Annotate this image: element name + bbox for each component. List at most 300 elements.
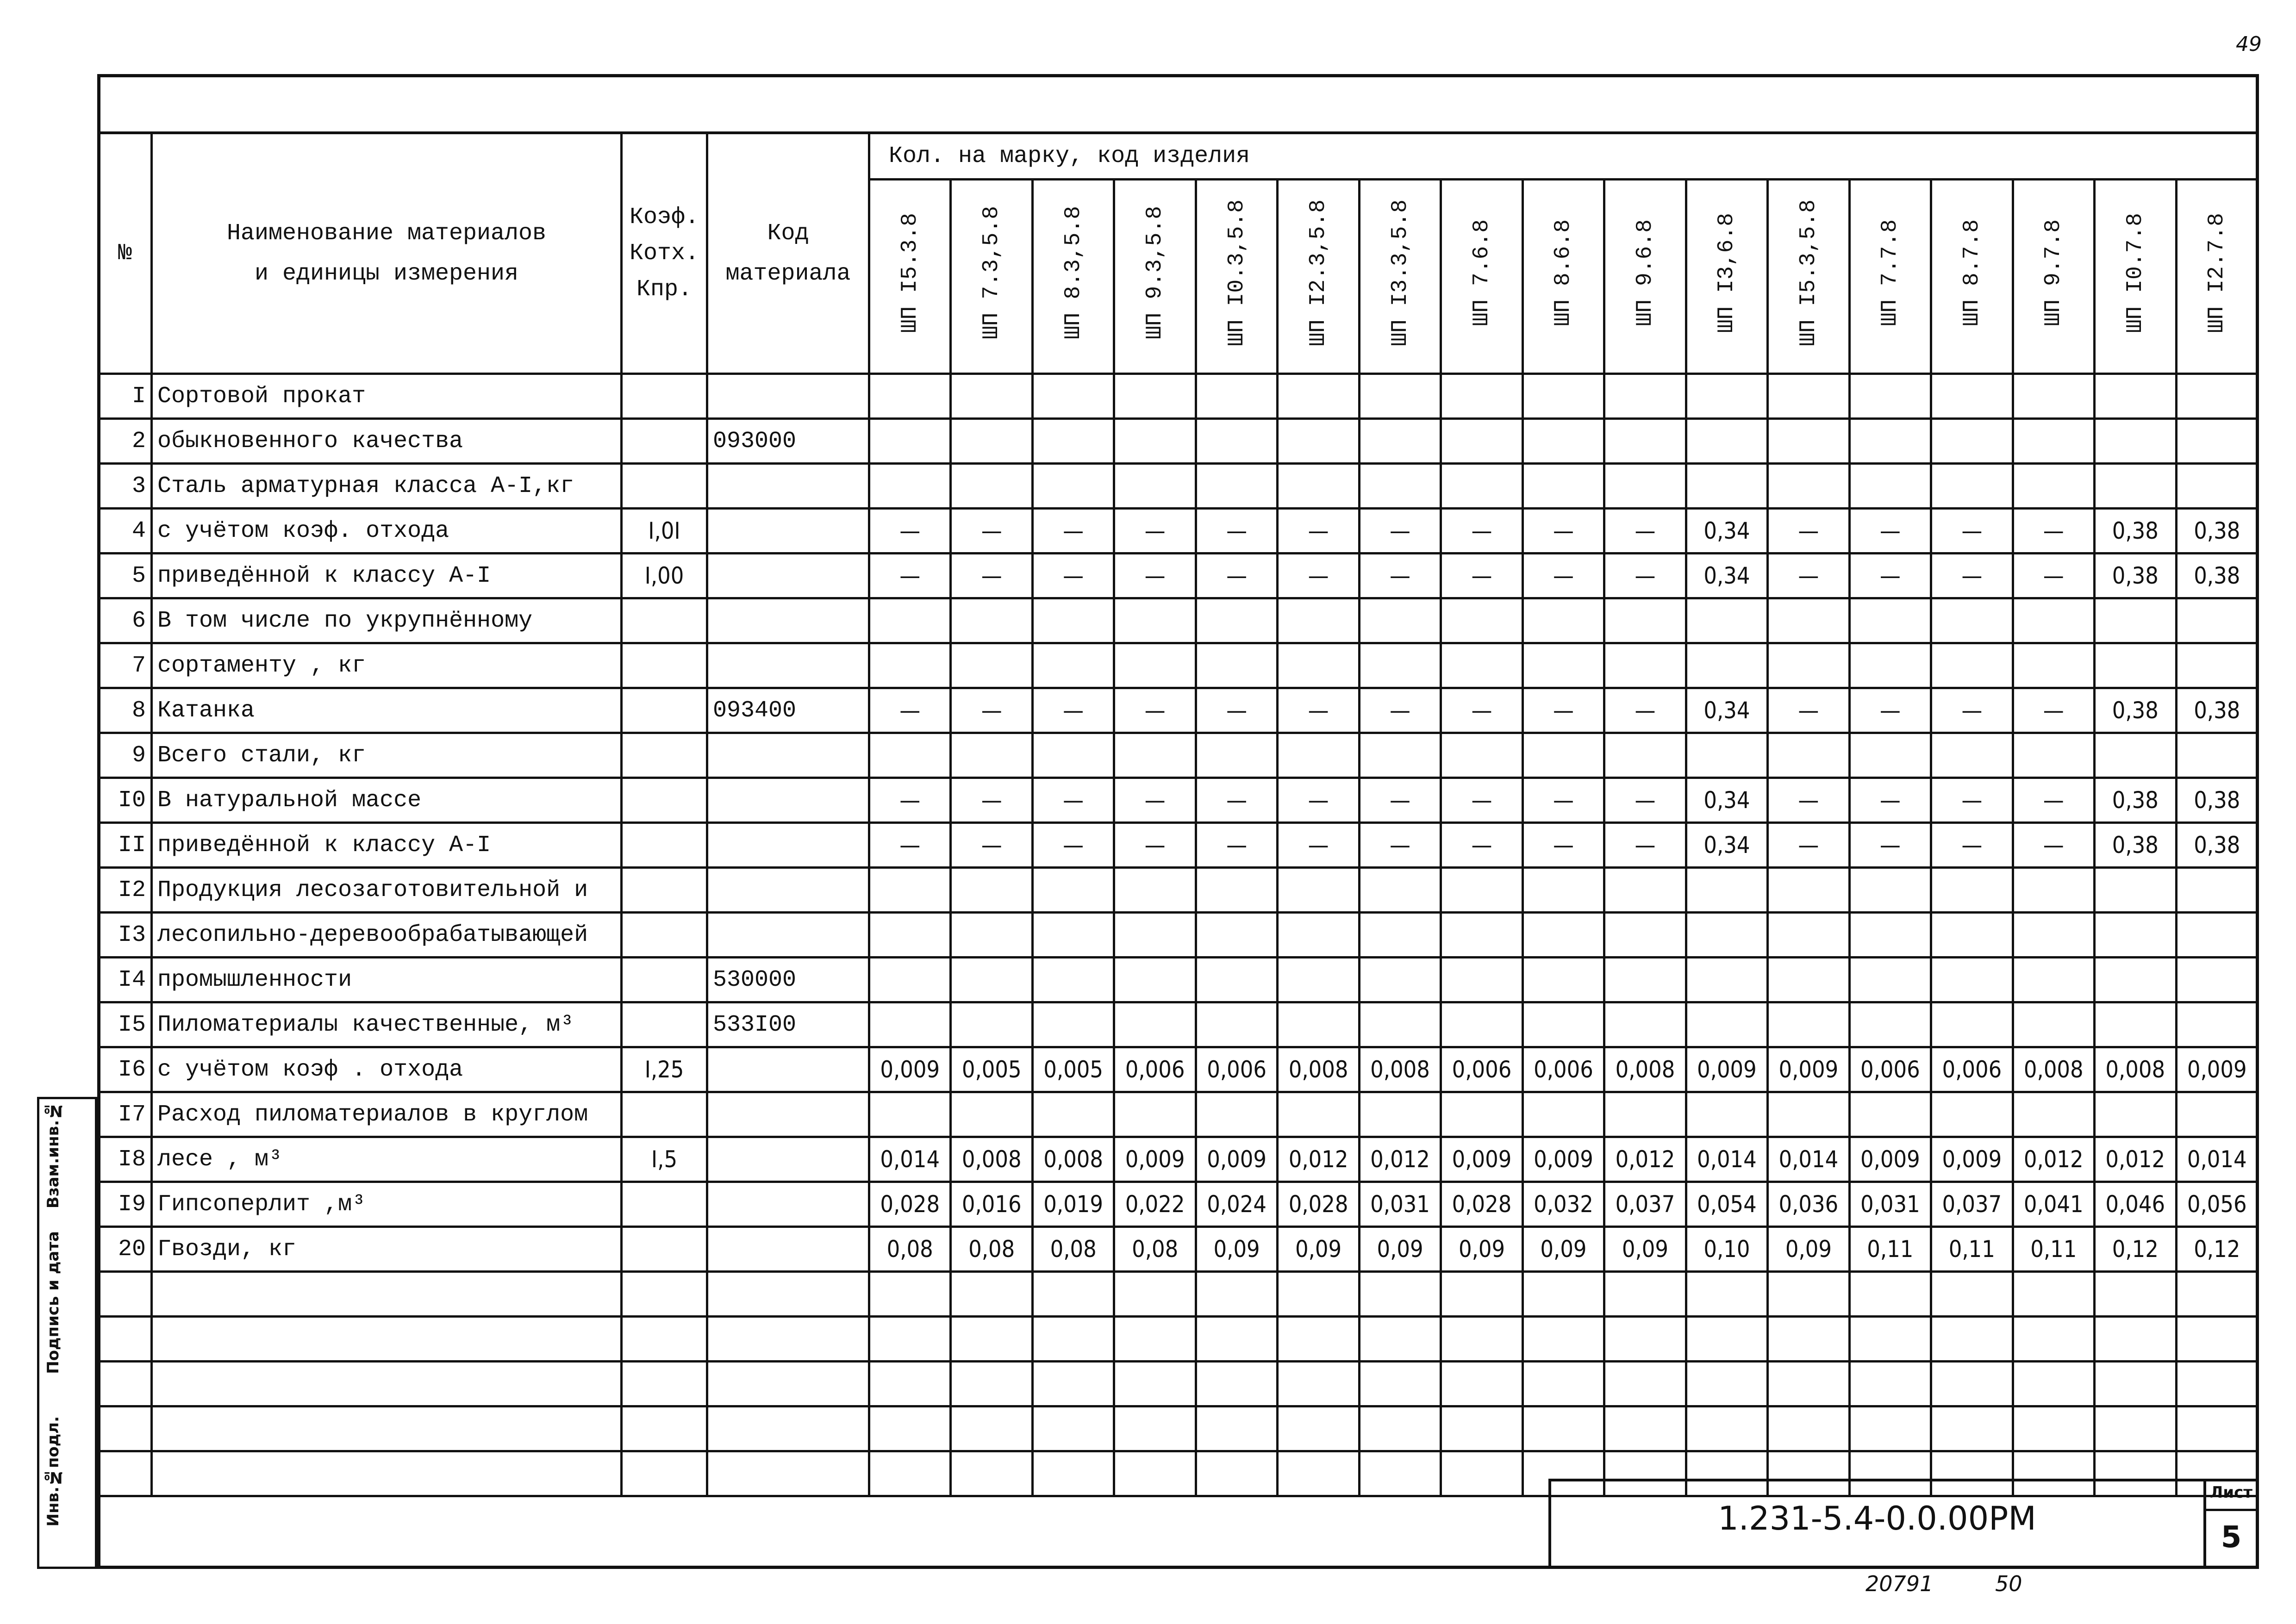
row-number: 3	[99, 464, 152, 509]
empty-cell	[1441, 1272, 1522, 1317]
empty-cell	[2176, 1272, 2258, 1317]
row-value	[1114, 643, 1196, 688]
row-value	[2176, 1092, 2258, 1137]
empty-cell	[99, 1362, 152, 1406]
row-value	[1931, 958, 2013, 1002]
row-value: 0,38	[2176, 554, 2258, 598]
side-signature-date: Подпись и дата	[44, 1231, 62, 1374]
row-value	[1441, 1092, 1522, 1137]
row-value	[1604, 1092, 1686, 1137]
sheet-label: Лист	[2210, 1483, 2252, 1502]
header-mark-14: ШП 8.7.8	[1931, 180, 2013, 374]
row-value	[1522, 1002, 1604, 1047]
header-mark-6: ШП I2.3,5.8	[1278, 180, 1359, 374]
row-value	[1114, 868, 1196, 913]
row-value: 0,008	[1278, 1047, 1359, 1092]
empty-cell	[1114, 1406, 1196, 1451]
row-value	[1032, 598, 1114, 643]
row-value	[2013, 1092, 2094, 1137]
sheet-divider	[2203, 1509, 2259, 1511]
row-value	[869, 374, 951, 419]
row-value	[1359, 419, 1441, 464]
row-value	[2095, 913, 2176, 958]
row-value: 0,009	[869, 1047, 951, 1092]
row-value: 0,014	[1768, 1137, 1849, 1182]
materials-table	[97, 132, 2259, 1497]
empty-cell	[2095, 1317, 2176, 1362]
row-coefficient	[622, 868, 707, 913]
row-material-name: Пиломатериалы качественные, м³	[152, 1002, 622, 1047]
row-value: 0,34	[1686, 688, 1767, 733]
row-value	[951, 1092, 1032, 1137]
row-value: —	[1114, 554, 1196, 598]
row-value: —	[1768, 778, 1849, 823]
row-value: —	[1768, 823, 1849, 868]
row-value: —	[951, 823, 1032, 868]
empty-cell	[1604, 1272, 1686, 1317]
row-coefficient	[622, 1227, 707, 1272]
header-mark-5: ШП I0.3,5.8	[1196, 180, 1277, 374]
empty-cell	[1441, 1451, 1522, 1496]
row-value: —	[1278, 509, 1359, 554]
row-value: —	[1196, 823, 1277, 868]
side-replaced-inventory: Взам.инв.№	[44, 1101, 62, 1209]
row-number: I8	[99, 1137, 152, 1182]
row-value	[1114, 1002, 1196, 1047]
empty-cell	[951, 1272, 1032, 1317]
row-value: 0,006	[1114, 1047, 1196, 1092]
row-value	[2013, 374, 2094, 419]
row-value: —	[1359, 778, 1441, 823]
empty-cell	[1278, 1317, 1359, 1362]
row-value: —	[1441, 688, 1522, 733]
row-value	[1768, 643, 1849, 688]
row-value	[1359, 913, 1441, 958]
table-row	[99, 419, 2258, 464]
row-value: 0,008	[1359, 1047, 1441, 1092]
empty-cell	[707, 1317, 869, 1362]
row-value	[1441, 958, 1522, 1002]
row-material-name: Сталь арматурная класса А-I,кг	[152, 464, 622, 509]
header-mark-4: ШП 9.3,5.8	[1114, 180, 1196, 374]
empty-cell	[869, 1317, 951, 1362]
row-value	[1196, 643, 1277, 688]
empty-cell	[869, 1272, 951, 1317]
row-value: 0,34	[1686, 509, 1767, 554]
row-value: 0,10	[1686, 1227, 1767, 1272]
row-value	[1849, 464, 1931, 509]
row-value: —	[869, 509, 951, 554]
row-value: —	[1931, 688, 2013, 733]
empty-cell	[707, 1451, 869, 1496]
row-value: —	[1441, 554, 1522, 598]
row-value	[1686, 868, 1767, 913]
empty-cell	[99, 1406, 152, 1451]
header-mark-16: ШП I0.7.8	[2095, 180, 2176, 374]
row-value: —	[1604, 554, 1686, 598]
empty-cell	[869, 1406, 951, 1451]
empty-cell	[1196, 1317, 1277, 1362]
row-coefficient: I,0I	[622, 509, 707, 554]
row-value: 0,012	[1604, 1137, 1686, 1182]
row-value: 0,019	[1032, 1182, 1114, 1227]
row-coefficient: I,25	[622, 1047, 707, 1092]
row-value	[1604, 913, 1686, 958]
row-value: —	[1849, 778, 1931, 823]
row-value	[951, 913, 1032, 958]
row-number: I	[99, 374, 152, 419]
row-value	[1604, 374, 1686, 419]
row-value: —	[1196, 509, 1277, 554]
row-value	[2095, 374, 2176, 419]
row-value	[1278, 733, 1359, 778]
side-inventory-number: Инв.№подл.	[44, 1416, 62, 1527]
empty-cell	[1522, 1272, 1604, 1317]
empty-cell	[622, 1272, 707, 1317]
row-value	[1196, 868, 1277, 913]
row-value	[1849, 1092, 1931, 1137]
row-value: —	[1768, 509, 1849, 554]
table-row	[99, 1182, 2258, 1227]
table-row	[99, 868, 2258, 913]
row-value	[1686, 958, 1767, 1002]
row-value	[1686, 1002, 1767, 1047]
row-coefficient	[622, 643, 707, 688]
empty-cell	[1278, 1451, 1359, 1496]
row-value: —	[951, 688, 1032, 733]
row-value: —	[1278, 688, 1359, 733]
header-mark-13: ШП 7.7.8	[1849, 180, 1931, 374]
row-value	[1032, 1092, 1114, 1137]
row-value: 0,006	[1522, 1047, 1604, 1092]
empty-cell	[1931, 1317, 2013, 1362]
row-value: —	[1441, 509, 1522, 554]
row-coefficient	[622, 1092, 707, 1137]
row-value: —	[1359, 509, 1441, 554]
header-mark-7: ШП I3.3,5.8	[1359, 180, 1441, 374]
row-material-name: Продукция лесозаготовительной и	[152, 868, 622, 913]
row-value: 0,022	[1114, 1182, 1196, 1227]
header-mark-3: ШП 8.3,5.8	[1032, 180, 1114, 374]
row-value	[1359, 464, 1441, 509]
empty-cell	[622, 1406, 707, 1451]
row-value	[2176, 643, 2258, 688]
table-row	[99, 643, 2258, 688]
row-material-code: 533I00	[707, 1002, 869, 1047]
row-value	[1441, 464, 1522, 509]
row-value	[869, 1092, 951, 1137]
row-value: 0,024	[1196, 1182, 1277, 1227]
empty-cell	[2176, 1362, 2258, 1406]
row-value	[1441, 419, 1522, 464]
empty-cell	[1441, 1317, 1522, 1362]
empty-cell	[951, 1451, 1032, 1496]
empty-cell	[1686, 1317, 1767, 1362]
row-material-code	[707, 778, 869, 823]
row-value	[1768, 913, 1849, 958]
empty-row	[99, 1317, 2258, 1362]
empty-cell	[1768, 1362, 1849, 1406]
row-value	[1522, 1092, 1604, 1137]
row-value	[1114, 598, 1196, 643]
row-value: 0,09	[1522, 1227, 1604, 1272]
empty-cell	[707, 1272, 869, 1317]
empty-cell	[1849, 1272, 1931, 1317]
row-value	[951, 598, 1032, 643]
row-value	[1931, 419, 2013, 464]
row-value: —	[1522, 823, 1604, 868]
table-row	[99, 1047, 2258, 1092]
row-coefficient	[622, 1002, 707, 1047]
row-number: I2	[99, 868, 152, 913]
row-material-name: Гипсоперлит ,м³	[152, 1182, 622, 1227]
header-coefficient: Коэф. Котх. Кпр.	[622, 133, 707, 374]
row-material-code	[707, 464, 869, 509]
empty-cell	[2013, 1362, 2094, 1406]
row-value	[1114, 419, 1196, 464]
header-mark-8: ШП 7.6.8	[1441, 180, 1522, 374]
row-value	[1768, 419, 1849, 464]
row-value: —	[1196, 554, 1277, 598]
empty-cell	[1196, 1451, 1277, 1496]
row-value	[1032, 374, 1114, 419]
row-value: —	[1032, 554, 1114, 598]
row-value: 0,34	[1686, 778, 1767, 823]
row-value: —	[951, 554, 1032, 598]
row-value: 0,09	[1441, 1227, 1522, 1272]
row-value	[1522, 958, 1604, 1002]
row-value	[1278, 643, 1359, 688]
empty-cell	[1114, 1272, 1196, 1317]
row-value	[2176, 868, 2258, 913]
empty-cell	[622, 1317, 707, 1362]
row-value	[1522, 868, 1604, 913]
row-material-name: обыкновенного качества	[152, 419, 622, 464]
row-value: —	[1114, 509, 1196, 554]
row-material-name: Сортовой прокат	[152, 374, 622, 419]
row-value: 0,08	[1032, 1227, 1114, 1272]
row-value: —	[951, 509, 1032, 554]
row-value: —	[1604, 778, 1686, 823]
row-number: 2	[99, 419, 152, 464]
row-value	[1931, 598, 2013, 643]
row-value	[2013, 598, 2094, 643]
empty-cell	[1032, 1272, 1114, 1317]
row-value	[951, 958, 1032, 1002]
row-value	[1441, 374, 1522, 419]
row-value	[1686, 464, 1767, 509]
table-row	[99, 509, 2258, 554]
sheet-number: 5	[2221, 1520, 2242, 1555]
row-value: 0,006	[1441, 1047, 1522, 1092]
row-value	[1849, 868, 1931, 913]
row-value: —	[1114, 778, 1196, 823]
header-mark-1: ШП I5.3.8	[869, 180, 951, 374]
row-value	[2013, 464, 2094, 509]
row-value: —	[1441, 823, 1522, 868]
row-value	[2176, 419, 2258, 464]
empty-cell	[1032, 1406, 1114, 1451]
row-value	[1032, 913, 1114, 958]
row-material-name: В натуральной массе	[152, 778, 622, 823]
row-value: 0,12	[2176, 1227, 2258, 1272]
row-material-name: Гвозди, кг	[152, 1227, 622, 1272]
row-value: 0,009	[1196, 1137, 1277, 1182]
row-value	[1849, 733, 1931, 778]
row-value: 0,38	[2095, 554, 2176, 598]
row-value	[869, 1002, 951, 1047]
row-value: 0,012	[2095, 1137, 2176, 1182]
row-number: 20	[99, 1227, 152, 1272]
empty-cell	[2013, 1272, 2094, 1317]
row-value: —	[869, 778, 951, 823]
row-value	[1604, 419, 1686, 464]
row-material-code	[707, 509, 869, 554]
row-value: 0,041	[2013, 1182, 2094, 1227]
row-number: II	[99, 823, 152, 868]
row-value: —	[1849, 823, 1931, 868]
row-value	[1278, 868, 1359, 913]
row-number: I9	[99, 1182, 152, 1227]
row-value: 0,014	[2176, 1137, 2258, 1182]
row-value: 0,012	[1278, 1137, 1359, 1182]
row-value: —	[2013, 688, 2094, 733]
row-value: —	[2013, 823, 2094, 868]
row-value: 0,38	[2176, 509, 2258, 554]
row-value: 0,031	[1359, 1182, 1441, 1227]
row-value	[869, 643, 951, 688]
empty-cell	[1441, 1406, 1522, 1451]
row-value	[1768, 733, 1849, 778]
row-value: 0,005	[951, 1047, 1032, 1092]
header-number: №	[99, 133, 152, 374]
row-value: 0,056	[2176, 1182, 2258, 1227]
empty-cell	[1359, 1317, 1441, 1362]
table-row	[99, 958, 2258, 1002]
row-value	[2013, 419, 2094, 464]
header-mark-2: ШП 7.3,5.8	[951, 180, 1032, 374]
empty-cell	[1931, 1362, 2013, 1406]
empty-cell	[1441, 1362, 1522, 1406]
row-value: —	[1196, 688, 1277, 733]
table-row	[99, 1227, 2258, 1272]
row-value: 0,008	[1032, 1137, 1114, 1182]
row-value	[1686, 419, 1767, 464]
row-value: 0,11	[1931, 1227, 2013, 1272]
table-row	[99, 688, 2258, 733]
row-value: 0,08	[869, 1227, 951, 1272]
row-value: —	[1196, 778, 1277, 823]
row-value: 0,054	[1686, 1182, 1767, 1227]
row-value	[2095, 1002, 2176, 1047]
empty-cell	[1931, 1272, 2013, 1317]
empty-cell	[869, 1451, 951, 1496]
row-value	[1196, 374, 1277, 419]
row-value	[1931, 643, 2013, 688]
row-coefficient	[622, 1182, 707, 1227]
row-value: —	[1522, 554, 1604, 598]
row-value	[1441, 913, 1522, 958]
row-value: 0,11	[2013, 1227, 2094, 1272]
row-value	[1196, 419, 1277, 464]
row-coefficient	[622, 958, 707, 1002]
row-value: —	[1278, 823, 1359, 868]
row-value	[869, 419, 951, 464]
empty-cell	[152, 1317, 622, 1362]
row-value: 0,08	[1114, 1227, 1196, 1272]
row-value	[1604, 733, 1686, 778]
row-value	[1032, 464, 1114, 509]
row-material-code	[707, 913, 869, 958]
empty-cell	[1604, 1406, 1686, 1451]
row-value	[1278, 598, 1359, 643]
row-value	[1522, 464, 1604, 509]
row-value: 0,38	[2176, 778, 2258, 823]
row-coefficient: I,5	[622, 1137, 707, 1182]
row-value: 0,028	[1441, 1182, 1522, 1227]
row-material-code	[707, 1137, 869, 1182]
table-row	[99, 1002, 2258, 1047]
row-material-code	[707, 868, 869, 913]
row-value	[1522, 419, 1604, 464]
row-coefficient	[622, 688, 707, 733]
row-value	[1278, 464, 1359, 509]
row-material-name: Катанка	[152, 688, 622, 733]
row-value	[1359, 598, 1441, 643]
row-value	[1359, 1092, 1441, 1137]
row-coefficient: I,00	[622, 554, 707, 598]
row-material-code	[707, 643, 869, 688]
empty-cell	[1686, 1406, 1767, 1451]
row-value	[2176, 464, 2258, 509]
row-value	[1931, 913, 2013, 958]
row-value	[1359, 374, 1441, 419]
row-material-name: В том числе по укрупнённому	[152, 598, 622, 643]
row-coefficient	[622, 733, 707, 778]
row-value	[1278, 374, 1359, 419]
row-value	[1931, 464, 2013, 509]
empty-cell	[2176, 1317, 2258, 1362]
row-value: 0,11	[1849, 1227, 1931, 1272]
row-material-code	[707, 598, 869, 643]
row-value	[1196, 913, 1277, 958]
empty-row	[99, 1362, 2258, 1406]
row-value: 0,036	[1768, 1182, 1849, 1227]
row-value: 0,008	[1604, 1047, 1686, 1092]
row-value	[869, 868, 951, 913]
header-material-name: Наименование материалов и единицы измерения	[152, 133, 622, 374]
empty-cell	[2095, 1272, 2176, 1317]
row-value: 0,09	[1768, 1227, 1849, 1272]
row-value	[1032, 958, 1114, 1002]
row-value	[1604, 958, 1686, 1002]
row-value	[1359, 868, 1441, 913]
row-value: —	[1032, 778, 1114, 823]
row-value	[1278, 958, 1359, 1002]
row-value: 0,009	[1686, 1047, 1767, 1092]
empty-cell	[622, 1451, 707, 1496]
row-value: —	[1359, 688, 1441, 733]
row-value: 0,09	[1278, 1227, 1359, 1272]
row-value: 0,38	[2095, 823, 2176, 868]
empty-cell	[1032, 1362, 1114, 1406]
row-value	[1686, 913, 1767, 958]
row-value: 0,009	[1931, 1137, 2013, 1182]
row-value	[1441, 643, 1522, 688]
row-value	[1931, 374, 2013, 419]
empty-cell	[2013, 1317, 2094, 1362]
row-material-name: лесопильно-деревообрабатывающей	[152, 913, 622, 958]
